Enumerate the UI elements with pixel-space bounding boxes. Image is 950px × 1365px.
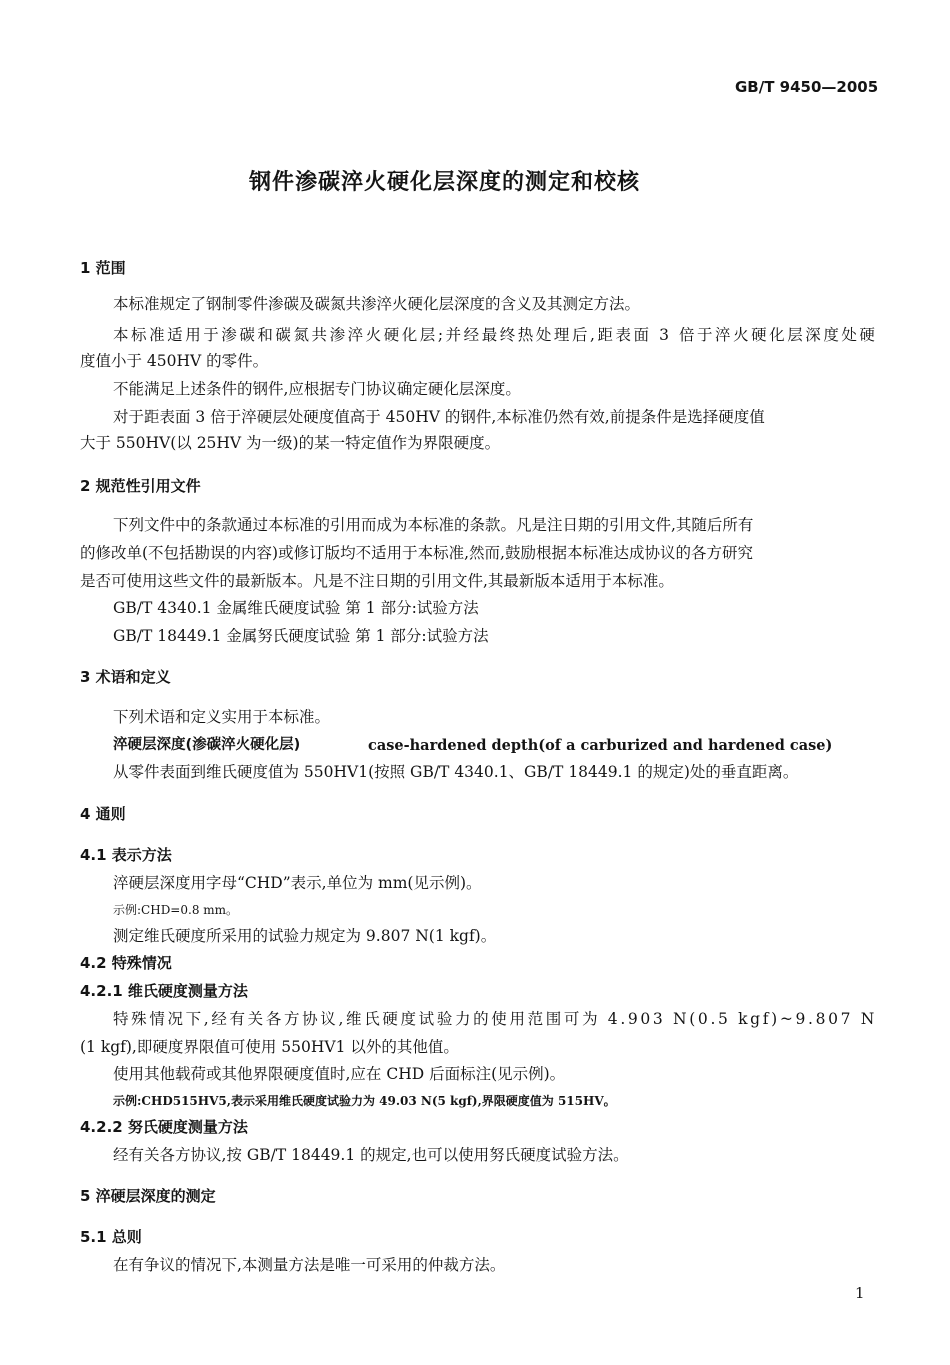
normative-reference-2: GB/T 18449.1 金属努氏硬度试验 第 1 部分:试验方法: [113, 627, 489, 645]
section-2-para-line-3: 是否可使用这些文件的最新版本。凡是不注日期的引用文件,其最新版本适用于本标准。: [80, 572, 674, 590]
section-4-1-heading: 4.1 表示方法: [80, 846, 172, 864]
page-title: 钢件渗碳淬火硬化层深度的测定和校核: [249, 170, 641, 195]
term-english: case-hardened depth(of a carburized and hardened case): [368, 737, 833, 754]
section-4-2-2-para: 经有关各方协议,按 GB/T 18449.1 的规定,也可以使用努氏硬度试验方法。: [113, 1146, 629, 1164]
document-id: GB/T 9450—2005: [735, 78, 879, 96]
section-4-1-para-1: 淬硬层深度用字母“CHD”表示,单位为 mm(见示例)。: [113, 874, 482, 892]
section-4-1-example: 示例:CHD=0.8 mm。: [113, 903, 239, 917]
section-2-heading: 2 规范性引用文件: [80, 477, 201, 495]
section-4-2-1-para-line-2: (1 kgf),即硬度界限值可使用 550HV1 以外的其他值。: [80, 1038, 459, 1056]
section-1-para-4-line-2: 大于 550HV(以 25HV 为一级)的某一特定值作为界限硬度。: [80, 434, 501, 452]
term-chinese: 淬硬层深度(渗碳淬火硬化层): [113, 737, 301, 753]
section-2-para-line-1: 下列文件中的条款通过本标准的引用而成为本标准的条款。凡是注日期的引用文件,其随后所有: [113, 516, 754, 534]
section-4-2-1-heading: 4.2.1 维氏硬度测量方法: [80, 982, 248, 1000]
section-5-heading: 5 淬硬层深度的测定: [80, 1187, 216, 1205]
normative-reference-1: GB/T 4340.1 金属维氏硬度试验 第 1 部分:试验方法: [113, 599, 479, 617]
section-1-para-3: 不能满足上述条件的钢件,应根据专门协议确定硬化层深度。: [113, 380, 521, 398]
page-number: 1: [855, 1284, 865, 1302]
section-3-heading: 3 术语和定义: [80, 668, 171, 686]
section-4-1-para-2: 测定维氏硬度所采用的试验力规定为 9.807 N(1 kgf)。: [113, 927, 497, 945]
section-4-heading: 4 通则: [80, 805, 126, 823]
section-4-2-1-para-line-1: 特 殊 情 况 下 , 经 有 关 各 方 协 议 , 维 氏 硬 度 试 验 力 的 使 用 范 围 可 为 4 . 9 0 3 N ( 0 . 5 k g f ) ~ 9 . 8 0 7 N: [113, 1010, 875, 1028]
section-4-2-2-heading: 4.2.2 努氏硬度测量方法: [80, 1118, 248, 1136]
section-1-para-2-line-2: 度值小于 450HV 的零件。: [80, 352, 269, 370]
section-2-para-line-2: 的修改单(不包括勘误的内容)或修订版均不适用于本标准,然而,鼓励根据本标准达成协议的各方研究: [80, 544, 753, 562]
section-5-1-para: 在有争议的情况下,本测量方法是唯一可采用的仲裁方法。: [113, 1256, 506, 1274]
section-4-2-1-example: 示例:CHD515HV5,表示采用维氏硬度试验力为 49.03 N(5 kgf),界限硬度值为 515HV。: [113, 1094, 616, 1108]
section-1-para-1: 本标准规定了钢制零件渗碳及碳氮共渗淬火硬化层深度的含义及其测定方法。: [113, 295, 641, 313]
section-5-1-heading: 5.1 总则: [80, 1228, 142, 1246]
section-3-para-1: 下列术语和定义实用于本标准。: [113, 708, 331, 726]
term-definition: 从零件表面到维氏硬度值为 550HV1(按照 GB/T 4340.1、GB/T 18449.1 的规定)处的垂直距离。: [113, 763, 799, 781]
section-1-heading: 1 范围: [80, 259, 126, 277]
section-4-2-heading: 4.2 特殊情况: [80, 954, 172, 972]
section-4-2-1-para-2: 使用其他载荷或其他界限硬度值时,应在 CHD 后面标注(见示例)。: [113, 1065, 566, 1083]
section-1-para-4-line-1: 对于距表面 3 倍于淬硬层处硬度值高于 450HV 的钢件,本标准仍然有效,前提条件是选择硬度值: [113, 408, 765, 426]
section-1-para-2-line-1: 本 标 准 适 用 于 渗 碳 和 碳 氮 共 渗 淬 火 硬 化 层 ; 并 经 最 终 热 处 理 后 , 距 表 面 3 倍 于 淬 火 硬 化 层 深 度 处 硬: [113, 326, 875, 344]
